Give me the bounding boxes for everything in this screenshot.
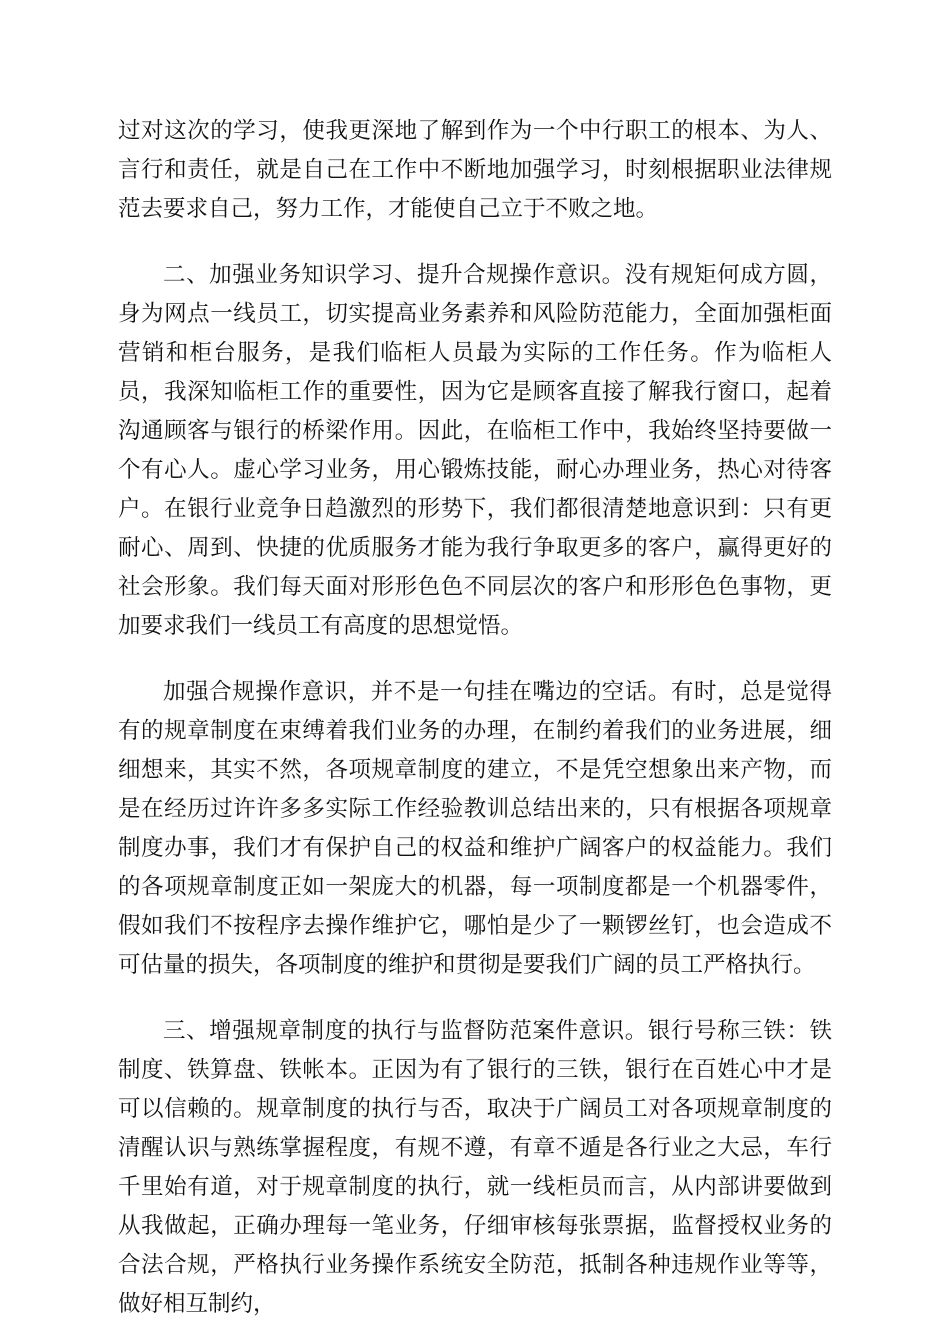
paragraph-section-three: 三、增强规章制度的执行与监督防范案件意识。银行号称三铁：铁制度、铁算盘、铁帐本。正因为有了银行的三铁，银行在百姓心中才是可以信赖的。规章制度的执行与否，取决于广阔员工对各项规章制度的清醒认识与熟练掌握程度，有规不遵，有章不遁是各行业之大忌，车行千里始有道，对于规章制度的执行，就一线柜员而言，从内部讲要做到从我做起，正确办理每一笔业务，仔细审核每张票据，监督授权业务的合法合规，严格执行业务操作系统安全防范，抵制各种违规作业等等，做好相互制约， xyxy=(118,1018,832,1317)
paragraph-compliance: 加强合规操作意识，并不是一句挂在嘴边的空话。有时，总是觉得有的规章制度在束缚着我们业务的办理，在制约着我们的业务进展，细细想来，其实不然，各项规章制度的建立，不是凭空想象出来产物，而是在经历过许许多多实际工作经验教训总结出来的，只有根据各项规章制度办事，我们才有保护自己的权益和维护广阔客户的权益能力。我们的各项规章制度正如一架庞大的机器，每一项制度都是一个机器零件，假如我们不按程序去操作维护它，哪怕是少了一颗锣丝钉，也会造成不可估量的损失，各项制度的维护和贯彻是要我们广阔的员工严格执行。 xyxy=(118,679,832,978)
document-body xyxy=(118,112,832,1324)
paragraph-section-two: 二、加强业务知识学习、提升合规操作意识。没有规矩何成方圆，身为网点一线员工，切实提高业务素养和风险防范能力，全面加强柜面营销和柜台服务，是我们临柜人员最为实际的工作任务。作为临柜人员，我深知临柜工作的重要性，因为它是顾客直接了解我行窗口，起着沟通顾客与银行的桥梁作用。因此，在临柜工作中，我始终坚持要做一个有心人。虚心学习业务，用心锻炼技能，耐心办理业务，热心对待客户。在银行业竞争日趋激烈的形势下，我们都很清楚地意识到：只有更耐心、周到、快捷的优质服务才能为我行争取更多的客户，赢得更好的社会形象。我们每天面对形形色色不同层次的客户和形形色色事物，更加要求我们一线员工有高度的思想觉悟。 xyxy=(118,262,832,639)
paragraph-continuation: 过对这次的学习，使我更深地了解到作为一个中行职工的根本、为人、言行和责任，就是自己在工作中不断地加强学习，时刻根据职业法律规范去要求自己，努力工作，才能使自己立于不败之地。 xyxy=(118,118,832,222)
